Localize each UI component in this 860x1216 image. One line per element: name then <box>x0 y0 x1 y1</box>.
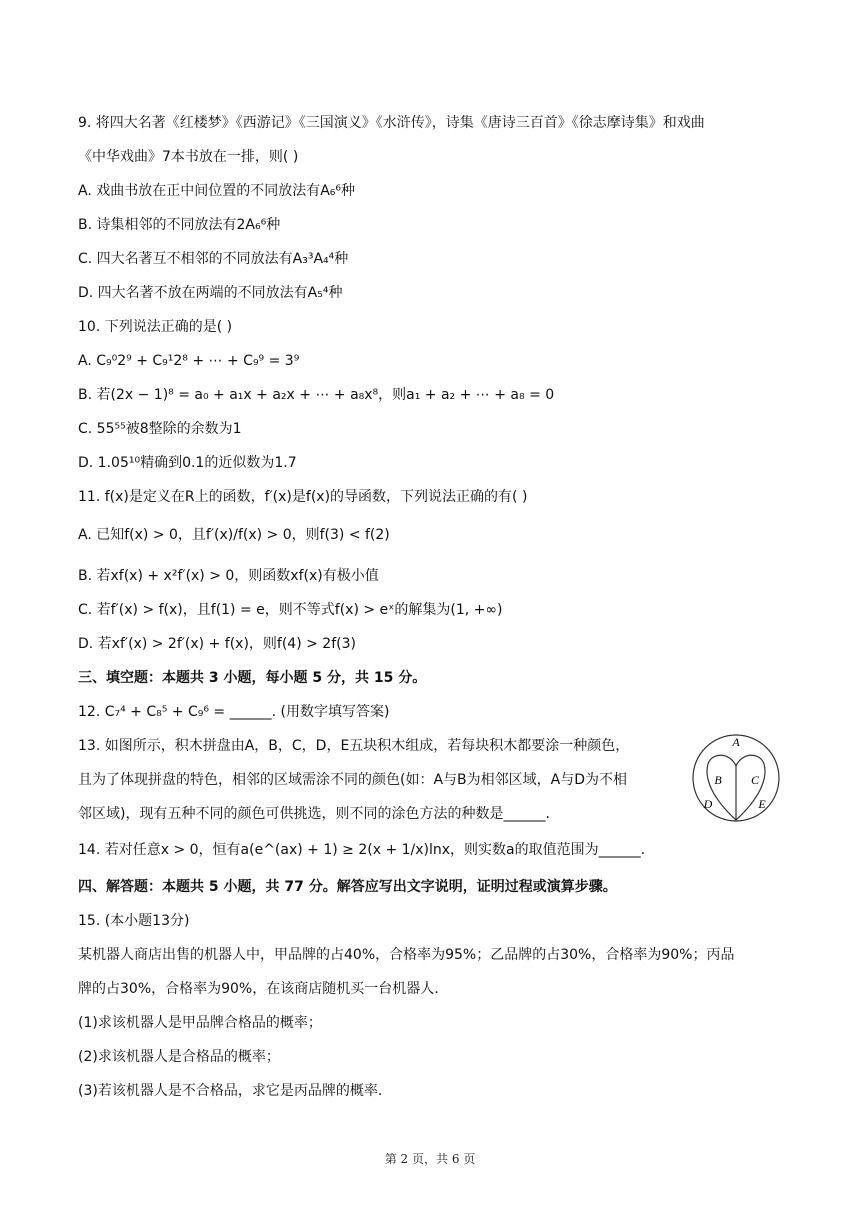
q9-option-d: D. 四大名著不放在两端的不同放法有A₅⁴种 <box>78 285 343 301</box>
figure-label-b: B <box>714 773 722 787</box>
q9-option-a: A. 戏曲书放在正中间位置的不同放法有A₆⁶种 <box>78 183 356 199</box>
section-4-heading: 四、解答题：本题共 5 小题，共 77 分。解答应写出文字说明，证明过程或演算步骤。 <box>78 879 617 895</box>
q12: 12. C₇⁴ + C₈⁵ + C₉⁶ = ______. (用数字填写答案) <box>78 704 390 720</box>
q10-option-b: B. 若(2x − 1)⁸ = a₀ + a₁x + a₂x + ⋯ + a₈x⁸，则a₁ + a₂ + ⋯ + a₈ = 0 <box>78 387 555 403</box>
q11-option-d: D. 若xf′(x) > 2f′(x) + f(x)，则f(4) > 2f(3) <box>78 636 356 652</box>
figure-label-d: D <box>703 797 713 811</box>
figure-label-e: E <box>758 797 766 811</box>
q10-option-c: C. 55⁵⁵被8整除的余数为1 <box>78 421 242 437</box>
q11-stem: 11. f(x)是定义在R上的函数，f′(x)是f(x)的导函数，下列说法正确的有( ) <box>78 489 528 505</box>
q10-stem: 10. 下列说法正确的是( ) <box>78 319 233 335</box>
q10-option-a: A. C₉⁰2⁹ + C₉¹2⁸ + ⋯ + C₉⁹ = 3⁹ <box>78 353 300 369</box>
q13-line-3: 邻区域)，现有五种不同的颜色可供挑选，则不同的涂色方法的种数是______. <box>78 806 550 822</box>
q15-part-3: (3)若该机器人是不合格品，求它是丙品牌的概率. <box>78 1083 383 1099</box>
q13-line-2: 且为了体现拼盘的特色，相邻的区域需涂不同的颜色(如：A与B为相邻区域，A与D为不相 <box>78 772 627 788</box>
puzzle-figure <box>690 732 782 824</box>
q9-line-2: 《中华戏曲》7本书放在一排，则( ) <box>78 149 299 165</box>
q9-option-c: C. 四大名著互不相邻的不同放法有A₃³A₄⁴种 <box>78 251 349 267</box>
section-3-heading: 三、填空题：本题共 3 小题，每小题 5 分，共 15 分。 <box>78 670 427 686</box>
q11-option-b: B. 若xf(x) + x²f′(x) > 0，则函数xf(x)有极小值 <box>78 568 379 584</box>
q10-option-d: D. 1.05¹⁰精确到0.1的近似数为1.7 <box>78 455 297 471</box>
q11-option-c: C. 若f′(x) > f(x)，且f(1) = e，则不等式f(x) > eˣ的解集为(1, +∞) <box>78 602 503 618</box>
q9-line-1: 9. 将四大名著《红楼梦》《西游记》《三国演义》《水浒传》，诗集《唐诗三百首》《徐志摩诗集》和戏曲 <box>78 115 705 131</box>
q15-title: 15. (本小题13分) <box>78 913 190 929</box>
q14: 14. 若对任意x > 0，恒有a(e^(ax) + 1) ≥ 2(x + 1/x)lnx，则实数a的取值范围为______. <box>78 842 646 858</box>
figure-label-a: A <box>732 735 740 749</box>
figure-label-c: C <box>750 773 760 787</box>
q13-line-1: 13. 如图所示，积木拼盘由A，B，C，D，E五块积木组成，若每块积木都要涂一种颜色， <box>78 738 630 754</box>
q11-option-a: A. 已知f(x) > 0，且f′(x)/f(x) > 0，则f(3) < f(2) <box>78 527 390 543</box>
q15-line-1: 某机器人商店出售的机器人中，甲品牌的占40%，合格率为95%；乙品牌的占30%，合格率为90%；丙品 <box>78 947 735 963</box>
page-footer: 第 2 页，共 6 页 <box>384 1152 476 1166</box>
q15-line-2: 牌的占30%，合格率为90%，在该商店随机买一台机器人. <box>78 981 439 997</box>
q9-option-b: B. 诗集相邻的不同放法有2A₆⁶种 <box>78 217 281 233</box>
q15-part-2: (2)求该机器人是合格品的概率； <box>78 1049 280 1065</box>
q15-part-1: (1)求该机器人是甲品牌合格品的概率； <box>78 1015 322 1031</box>
